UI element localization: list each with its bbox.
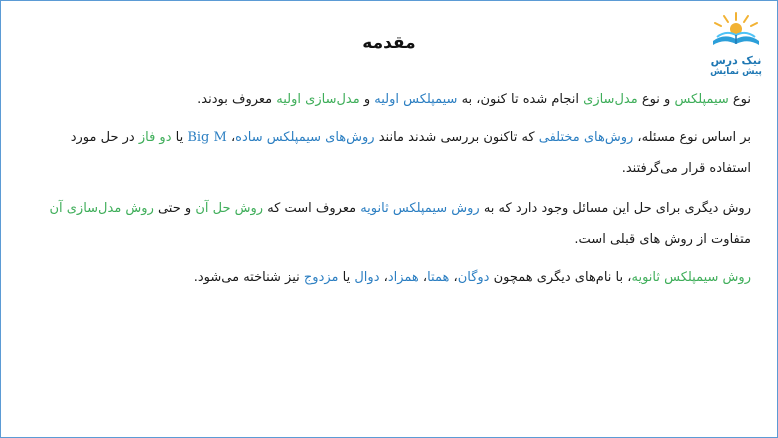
text-run: ، [379,270,388,286]
highlighted-term: مدل‌سازی [583,92,638,107]
highlighted-term: روش حل آن [195,201,264,217]
highlighted-term: روش سیمپلکس ثانویه [631,270,751,286]
text-run: ، [449,270,458,286]
text-run: نوع [728,92,751,107]
text-run: نیز شناخته می‌شود. [193,270,304,286]
highlighted-term: دوگان [457,270,490,286]
text-run: یا [338,270,355,286]
highlighted-term: روش‌های مختلفی [538,130,634,145]
highlighted-term: سیمپلکس اولیه [374,92,458,107]
text-run: متفاوت از روش های قبلی است. [574,231,751,247]
highlighted-term: روش سیمپلکس ثانویه [360,201,480,217]
highlighted-term: همزاد [387,270,419,286]
paragraph [37,194,751,255]
logo-text-secondary: پیش نمایش [710,67,762,77]
highlighted-term: مزدوج [303,270,339,286]
text-run: معروف است که [263,201,361,217]
highlighted-term: Big M [187,130,227,145]
slide-title: مقدمه [362,33,416,53]
text-run: روش دیگری برای حل این مسائل وجود دارد که به [479,201,751,217]
text-run: در حل مورد استفاده قرار می‌گرفتند. [70,130,751,176]
text-run: بر اساس نوع مسئله، [633,130,751,145]
highlighted-term: دوال [354,270,380,286]
text-run: و حتی [153,201,196,217]
logo-text-primary: نیک درس [710,54,762,67]
highlighted-term: همتا [427,270,450,286]
paragraph [37,123,751,184]
text-run: ، [418,270,428,286]
paragraph [37,265,751,291]
text-run: یا [171,130,188,145]
highlighted-term: سیمپلکس [674,92,729,107]
slide-body [37,87,751,301]
highlighted-term: روش مدل‌سازی آن [49,201,154,217]
paragraph [37,87,751,113]
highlighted-term: دو فاز [138,130,172,145]
highlighted-term: روش‌های سیمپلکس ساده [235,130,375,145]
text-run: معروف بودند. [197,92,277,107]
text-run: ، [226,130,236,145]
text-run: ، با نام‌های دیگری همچون [489,270,632,286]
text-run: که تاکنون بررسی شدند مانند [374,130,539,145]
text-run: و [359,92,375,107]
text-run: انجام شده تا کنون، به [457,92,584,107]
highlighted-term: مدل‌سازی اولیه [276,92,360,107]
text-run: و نوع [637,92,675,107]
